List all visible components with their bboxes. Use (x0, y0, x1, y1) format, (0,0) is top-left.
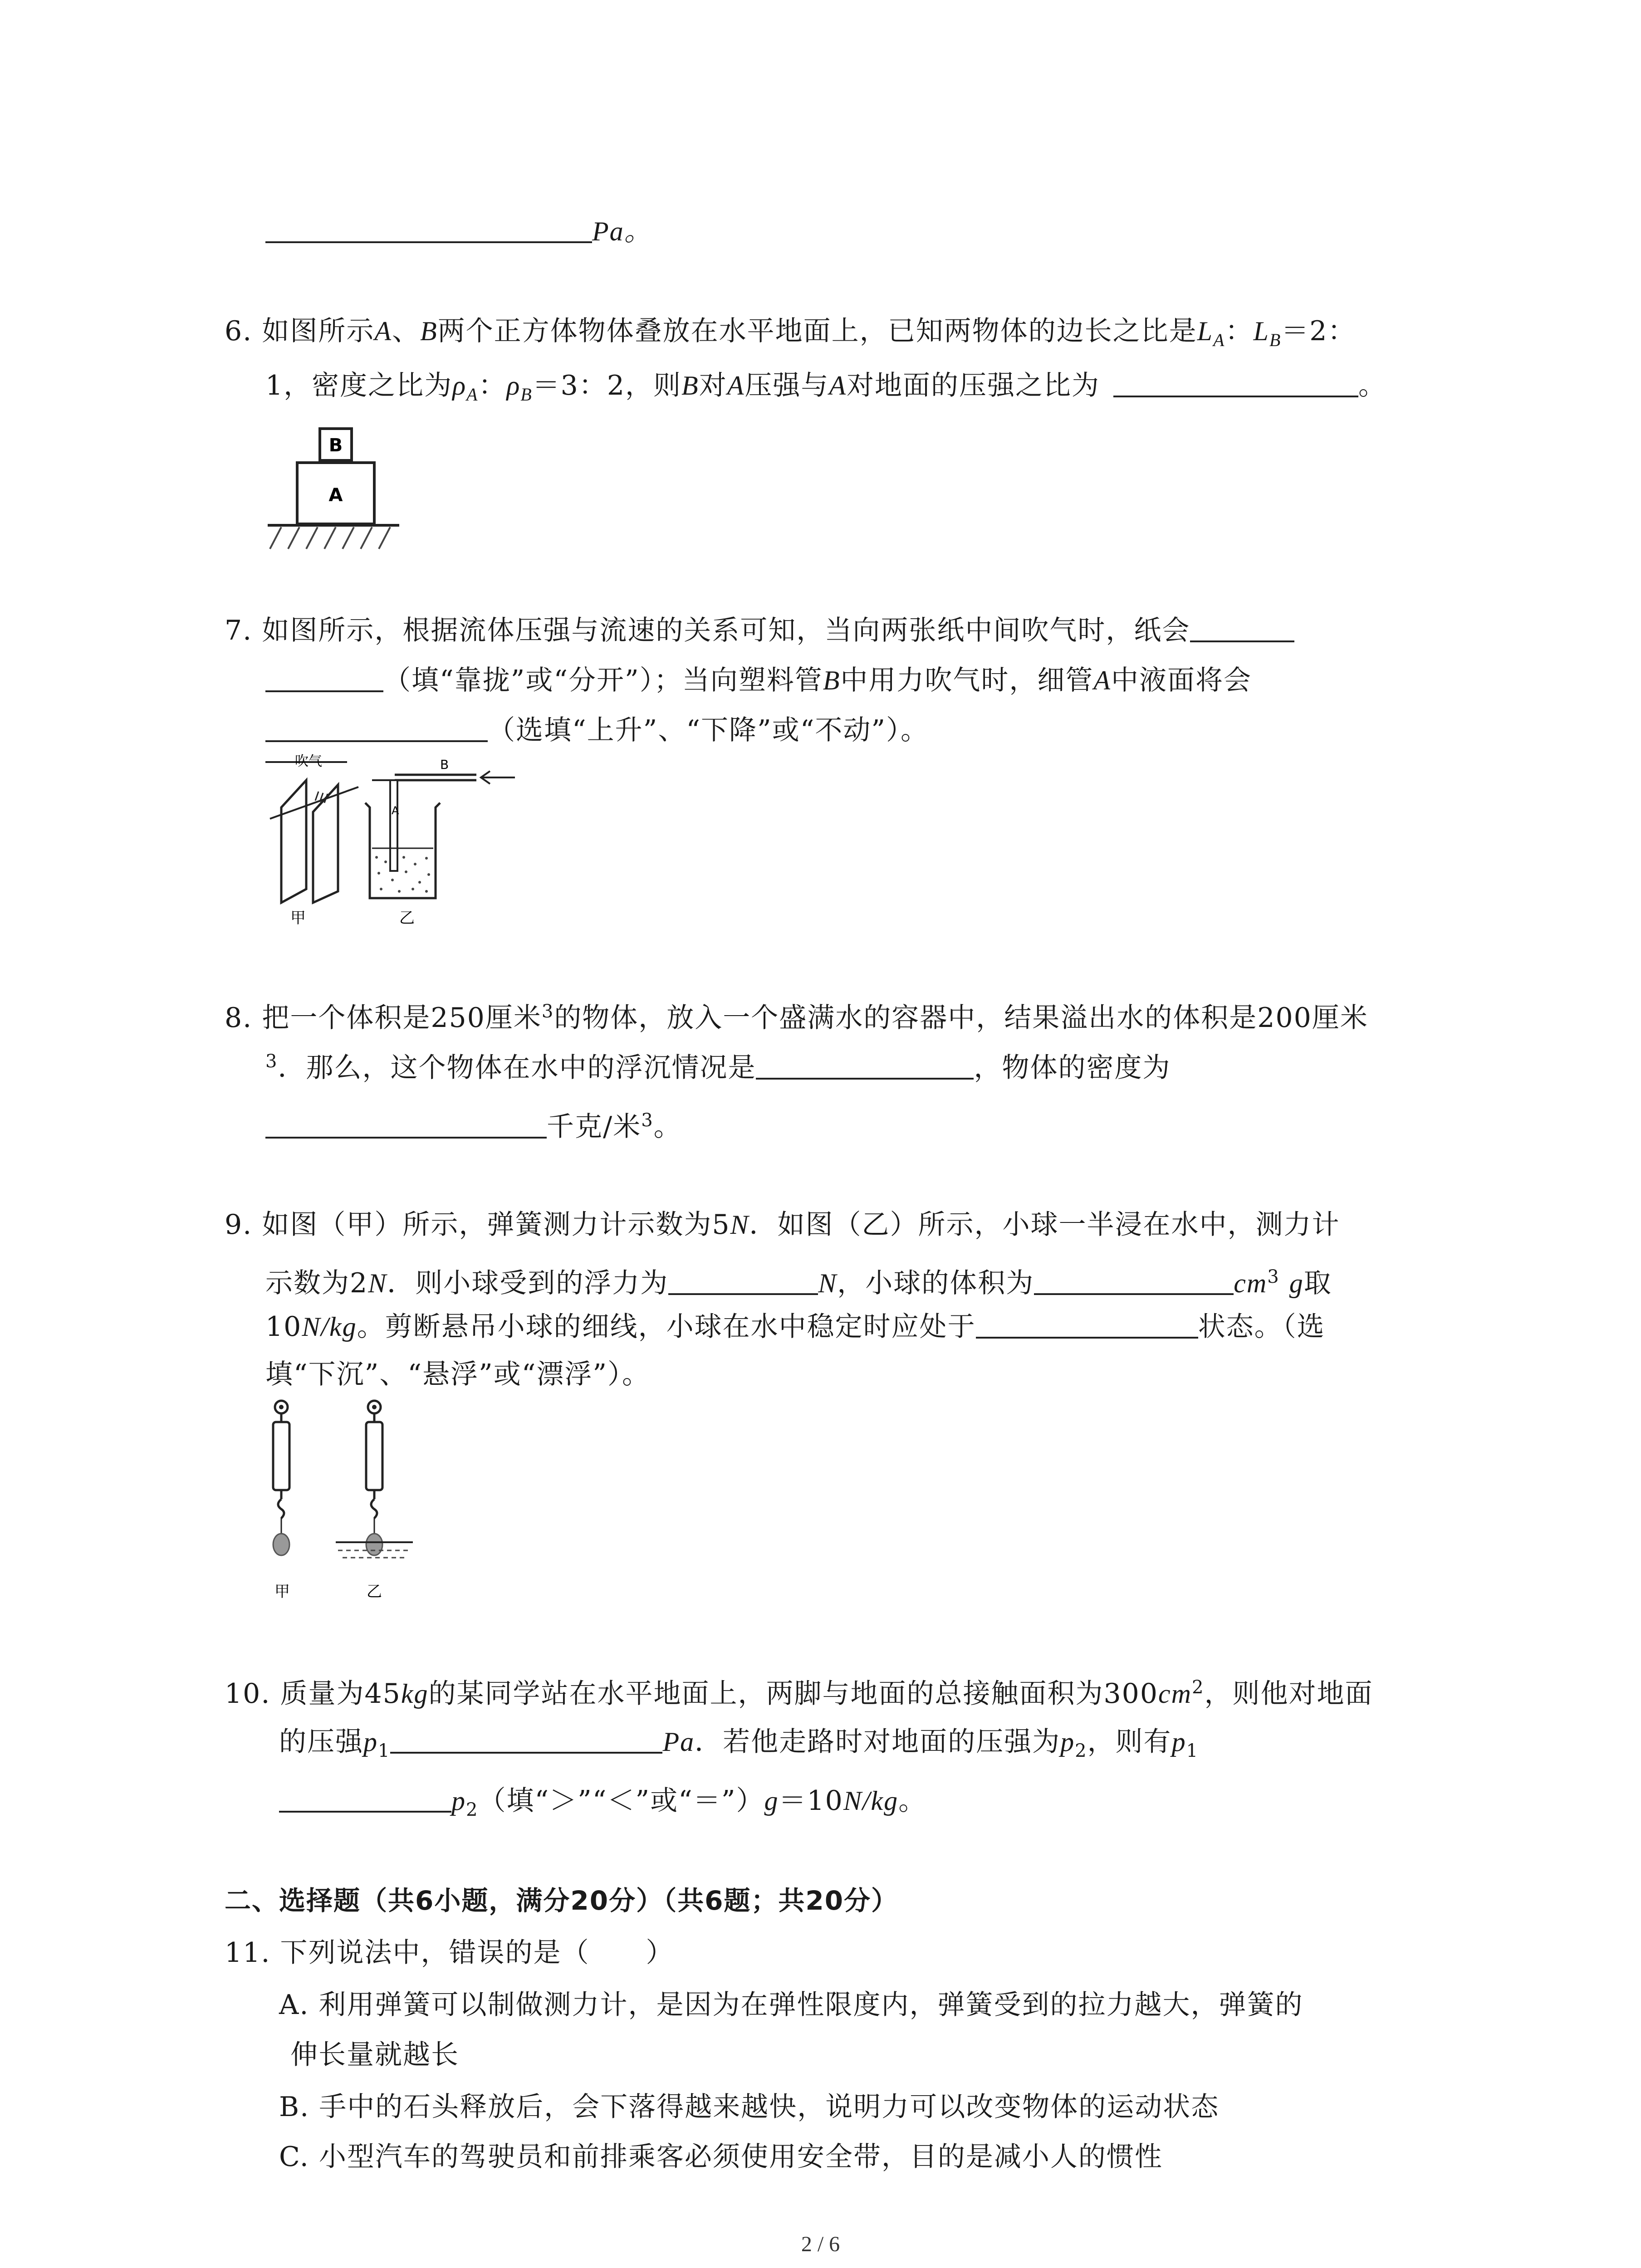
text: 千克/米 (547, 1111, 642, 1143)
q8-line-1 (225, 993, 1368, 1036)
q10-line-3: $p_2$（填“＞”“＜”或“＝”）g＝10N/kg。 (279, 1783, 926, 1828)
spring-scale-jia (273, 1422, 289, 1490)
text: （选填“上升”、“下降”或“不动”）。 (488, 714, 929, 746)
var-rho: ρ (452, 371, 466, 401)
text: ，则他对地面 (1204, 1678, 1373, 1710)
text: 如图所示，根据流体压强与流速的关系可知，当向两张纸中间吹气时，纸会 (262, 615, 1190, 646)
text: 的压强 (279, 1726, 363, 1758)
unit-cm: cm (1158, 1679, 1192, 1709)
q6-line-1 (225, 313, 1356, 358)
var-b: B (681, 371, 699, 401)
var-p: p (451, 1786, 466, 1816)
liquid-dots (375, 856, 430, 893)
text: ．如图（乙）所示，小球一半浸在水中，测力计 (749, 1209, 1340, 1241)
q9-line-3 (265, 1309, 1325, 1345)
unit-n: N (368, 1268, 387, 1298)
text: 1，密度之比为 (265, 370, 453, 401)
blow-label: 吹气 (295, 753, 322, 769)
text: ： (1225, 315, 1254, 347)
q8-line-2 (265, 1043, 1171, 1086)
text: 如图所示 (262, 315, 375, 347)
answer-blank[interactable] (1034, 1266, 1234, 1295)
sup: 3 (641, 1110, 654, 1131)
beaker (365, 803, 440, 898)
answer-blank[interactable] (1190, 613, 1294, 642)
unit-n: N (818, 1268, 838, 1298)
var-a: A (374, 316, 392, 346)
sup: 3 (541, 1001, 554, 1022)
q7-line-2 (265, 662, 1252, 699)
q6-line-2 (265, 367, 1386, 413)
q9-figure (263, 1397, 436, 1610)
answer-blank[interactable] (279, 1784, 451, 1813)
sup: 2 (1192, 1677, 1205, 1698)
answer-blank[interactable] (265, 214, 592, 243)
sub: 2 (1075, 1740, 1087, 1761)
var-a: A (1093, 665, 1112, 695)
text: 对地面的压强之比为 (847, 370, 1100, 401)
text: ．则小球受到的浮力为 (387, 1267, 669, 1299)
answer-blank[interactable] (265, 713, 488, 742)
answer-blank[interactable] (1113, 368, 1358, 397)
text: 中用力吹气时，细管 (840, 665, 1094, 696)
answer-blank[interactable] (756, 1051, 974, 1080)
unit-nkg: N/kg (843, 1786, 899, 1816)
option-b[interactable]: B. 手中的石头释放后，会下落得越来越快，说明力可以改变物体的运动状态 (279, 2091, 1220, 2123)
sub: 1 (378, 1740, 391, 1761)
text: ．那么，这个物体在水中的浮沉情况是 (278, 1052, 756, 1084)
var-b: B (420, 316, 438, 346)
option-c[interactable]: C. 小型汽车的驾驶员和前排乘客必须使用安全带，目的是减小人的惯性 (279, 2141, 1163, 2173)
text: 如图（甲）所示，弹簧测力计示数为5 (262, 1209, 730, 1241)
sub: A (1213, 330, 1225, 350)
text: 状态。（选 (1198, 1311, 1325, 1343)
text: （填“靠拢”或“分开”）；当向塑料管 (383, 665, 823, 696)
paper-left (281, 780, 306, 903)
option-a-cont: 伸长量就越长 (290, 2039, 459, 2071)
text: 两个正方体物体叠放在水平地面上，已知两物体的边长之比是 (437, 315, 1197, 347)
q7-line-3 (265, 712, 929, 748)
var-p: p (1171, 1727, 1186, 1757)
sup: 3 (1267, 1266, 1280, 1287)
ground-hatch (270, 527, 390, 549)
sub: B (520, 384, 533, 405)
text: 。 (653, 1111, 682, 1143)
label-b: B (328, 435, 343, 456)
unit-kg: kg (401, 1679, 429, 1709)
unit-pa: Pa。 (592, 216, 652, 246)
question-number: 8. (225, 1002, 253, 1034)
text: ＝2： (1281, 315, 1356, 347)
unit-cm: cm (1234, 1268, 1268, 1298)
sub: 2 (466, 1799, 479, 1820)
var-a: A (829, 371, 847, 401)
text: 10 (265, 1311, 302, 1343)
text: 把一个体积是250厘米 (262, 1002, 542, 1034)
option-a[interactable]: A. 利用弹簧可以制做测力计，是因为在弹性限度内，弹簧受到的拉力越大，弹簧的 (279, 1989, 1303, 2021)
q10-line-1 (225, 1669, 1373, 1712)
text: （填“＞”“＜”或“＝”） (478, 1785, 764, 1817)
section-title: 二、选择题（共6小题，满分20分）（共6题；共20分） (225, 1885, 899, 1916)
question-number: 10. (225, 1678, 271, 1710)
sub: B (1269, 330, 1282, 350)
text: 填“下沉”、“悬浮”或“漂浮”）。 (265, 1359, 651, 1390)
unit-nkg: N/kg (302, 1312, 357, 1342)
text: ，小球的体积为 (837, 1267, 1034, 1299)
var-p: p (1060, 1727, 1075, 1757)
question-number: 9. (225, 1209, 253, 1241)
text: 的某同学站在水平地面上，两脚与地面的总接触面积为300 (428, 1678, 1159, 1710)
spring-scale-yi (366, 1422, 382, 1490)
ball-yi (366, 1534, 382, 1555)
text: 的物体，放入一个盛满水的容器中，结果溢出水的体积是200厘米 (554, 1002, 1368, 1034)
var-rho: ρ (506, 371, 521, 401)
question-number: 6. (225, 315, 253, 347)
sub: 1 (1186, 1740, 1199, 1761)
q9-line-1 (225, 1207, 1340, 1243)
var-b: B (823, 665, 841, 695)
var-g: g (1289, 1268, 1304, 1298)
q10-line-2 (279, 1724, 1199, 1769)
answer-blank[interactable] (390, 1725, 662, 1754)
var-l: L (1253, 316, 1269, 346)
text: 示数为2 (265, 1267, 368, 1299)
text: 对 (699, 370, 727, 401)
text: ，则有 (1087, 1726, 1172, 1758)
label-a: A (392, 804, 399, 817)
var-l: L (1197, 316, 1214, 346)
page-number: 2 / 6 (801, 2232, 840, 2256)
text: ．若他走路时对地面的压强为 (695, 1726, 1061, 1758)
var-p: p (363, 1727, 378, 1757)
text: 压强与 (745, 370, 829, 401)
text: ＝3：2，则 (532, 370, 682, 401)
answer-blank[interactable] (668, 1266, 818, 1295)
q7-line-1 (225, 612, 1294, 649)
label-jia: 甲 (274, 1583, 290, 1601)
answer-blank[interactable] (976, 1310, 1198, 1339)
text: 。剪断悬吊小球的细线，小球在水中稳定时应处于 (357, 1311, 976, 1343)
question-number: 11. (225, 1937, 271, 1969)
label-jia: 甲 (290, 909, 306, 927)
q8-line-3 (265, 1102, 682, 1145)
label-yi: 乙 (367, 1583, 382, 1601)
text: ，物体的密度为 (974, 1052, 1171, 1084)
text: 。 (1358, 370, 1387, 401)
label-b: B (440, 757, 449, 772)
text: ＝10 (779, 1785, 843, 1817)
text: 取 (1303, 1267, 1332, 1299)
text: 质量为45 (280, 1678, 401, 1710)
q7-figure (263, 753, 535, 934)
text: 、 (392, 315, 420, 347)
sup: 3 (265, 1051, 278, 1072)
sub: A (466, 384, 479, 405)
label-a: A (328, 485, 343, 506)
ball-jia (273, 1534, 289, 1555)
q11-stem (225, 1935, 674, 1971)
question-number: 7. (225, 615, 253, 646)
unit-pa: Pa (662, 1727, 695, 1757)
q5-tail (265, 213, 652, 249)
text: ： (478, 370, 507, 401)
unit-n: N (730, 1210, 749, 1240)
var-a: A (727, 371, 745, 401)
tube-a (390, 780, 397, 871)
answer-blank[interactable] (265, 663, 383, 692)
q6-figure (263, 422, 408, 558)
text: 下列说法中，错误的是（ ） (280, 1937, 674, 1969)
label-yi: 乙 (399, 909, 415, 927)
answer-blank[interactable] (265, 1110, 547, 1139)
var-g: g (764, 1786, 779, 1816)
q9-line-4 (265, 1356, 650, 1393)
text: 中液面将会 (1111, 665, 1252, 696)
q9-line-2 (265, 1259, 1332, 1301)
